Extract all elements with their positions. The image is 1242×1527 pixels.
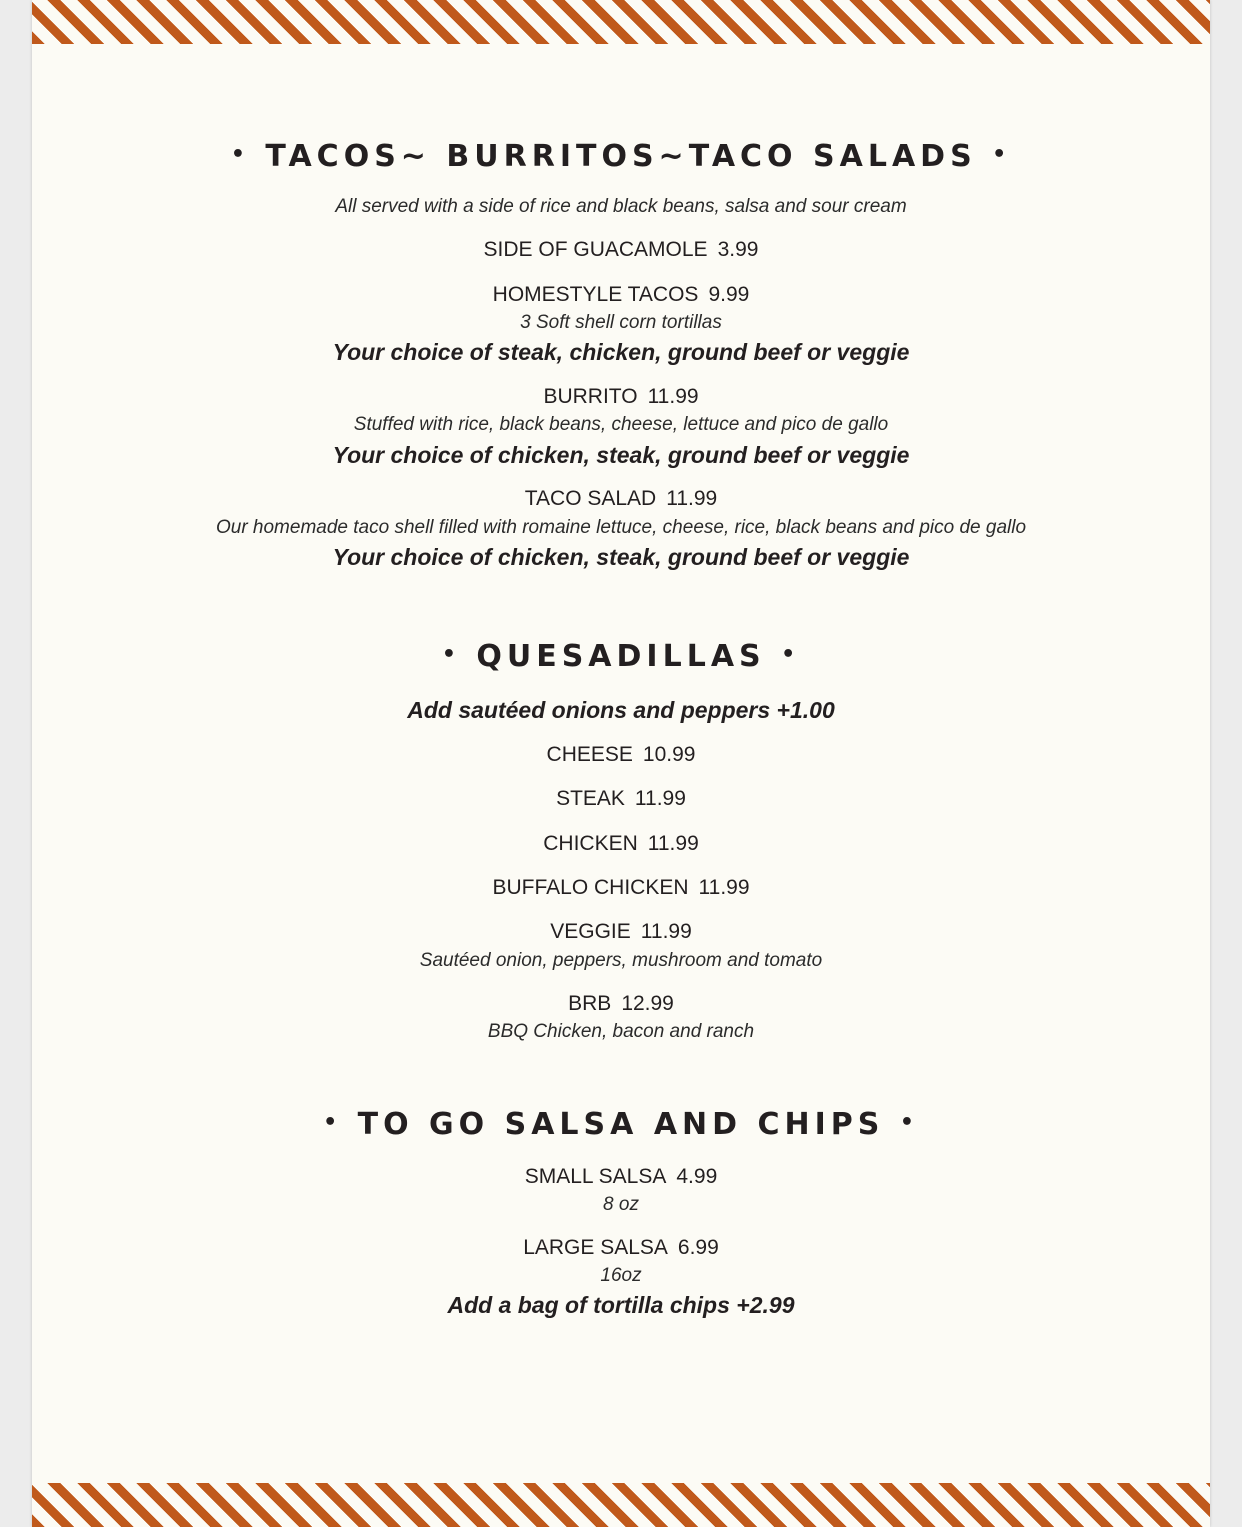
item-description: 3 Soft shell corn tortillas (520, 312, 722, 333)
item-name: LARGE SALSA (523, 1236, 668, 1259)
item-description: Sautéed onion, peppers, mushroom and tomato (419, 950, 823, 971)
item-price: 11.99 (698, 876, 750, 899)
item-price: 12.99 (621, 992, 674, 1015)
item-name: STEAK (556, 787, 625, 810)
section-note-quesadillas: Add sautéed onions and peppers +1.00 (407, 697, 835, 723)
bottom-stripe-border (32, 1483, 1210, 1527)
menu-item-homestyle-tacos (32, 283, 1210, 307)
section-title-quesadillas: • QUESADILLAS • (441, 639, 801, 674)
menu-item-cheese (32, 743, 1210, 767)
section-title-tacos: • TACOS~ BURRITOS~TACO SALADS • (230, 139, 1012, 174)
item-description: 16oz (600, 1265, 642, 1286)
menu-item-side-of-guacamole (32, 238, 1210, 262)
item-name: HOMESTYLE TACOS (492, 283, 699, 306)
item-price: 11.99 (640, 920, 692, 943)
item-name: CHEESE (546, 743, 633, 766)
section-note-tacos: All served with a side of rice and black beans, salsa and sour cream (335, 196, 907, 217)
item-price: 11.99 (634, 787, 686, 810)
menu-item-burrito (32, 385, 1210, 409)
item-choice: Your choice of chicken, steak, ground beef or veggie (332, 442, 910, 468)
item-price: 9.99 (708, 283, 750, 306)
menu-item-large-salsa (32, 1236, 1210, 1260)
item-description: BBQ Chicken, bacon and ranch (487, 1021, 755, 1042)
item-price: 3.99 (717, 238, 759, 261)
section-footer-note: Add a bag of tortilla chips +2.99 (447, 1292, 795, 1318)
item-choice: Your choice of steak, chicken, ground beef or veggie (332, 339, 910, 365)
menu-page (32, 0, 1210, 1527)
item-name: CHICKEN (543, 832, 638, 855)
item-description: Our homemade taco shell filled with romaine lettuce, cheese, rice, black beans and pico de gallo (215, 517, 1027, 538)
menu-item-veggie (32, 920, 1210, 944)
item-name: VEGGIE (550, 920, 631, 943)
section-title-to-go-salsa: • TO GO SALSA AND CHIPS • (323, 1107, 919, 1142)
menu-item-brb (32, 992, 1210, 1016)
menu-item-buffalo-chicken (32, 876, 1210, 900)
item-price: 4.99 (676, 1165, 718, 1188)
menu-item-small-salsa (32, 1165, 1210, 1189)
top-stripe-border (32, 0, 1210, 44)
item-name: BUFFALO CHICKEN (492, 876, 689, 899)
item-choice: Your choice of chicken, steak, ground beef or veggie (332, 544, 910, 570)
menu-item-taco-salad (32, 487, 1210, 511)
menu-item-steak (32, 787, 1210, 811)
item-description: 8 oz (603, 1194, 639, 1215)
item-price: 11.99 (647, 832, 699, 855)
item-price: 11.99 (647, 385, 699, 408)
item-description: Stuffed with rice, black beans, cheese, lettuce and pico de gallo (353, 414, 889, 435)
item-name: BURRITO (543, 385, 638, 408)
item-price: 11.99 (666, 487, 718, 510)
item-name: SMALL SALSA (524, 1165, 667, 1188)
item-name: TACO SALAD (524, 487, 657, 510)
menu-item-chicken (32, 832, 1210, 856)
item-price: 10.99 (642, 743, 696, 766)
item-name: BRB (568, 992, 612, 1015)
item-name: SIDE OF GUACAMOLE (483, 238, 708, 261)
item-price: 6.99 (677, 1236, 719, 1259)
